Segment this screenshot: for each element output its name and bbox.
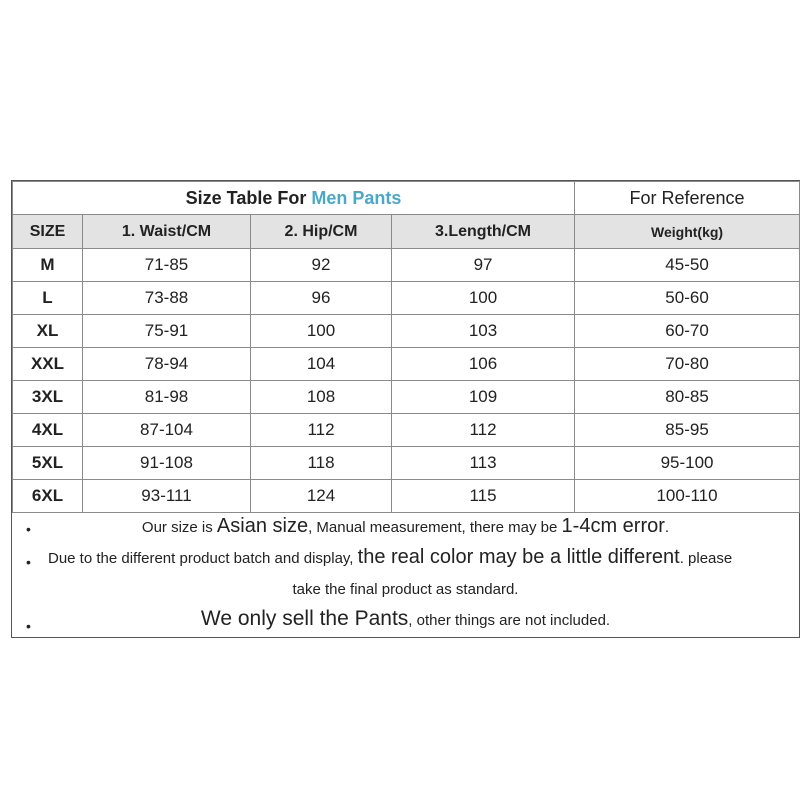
- cell-waist: 93-111: [83, 480, 251, 513]
- cell-hip: 92: [251, 249, 392, 282]
- size-chart: [11, 180, 800, 638]
- cell-length: 113: [392, 447, 575, 480]
- cell-hip: 124: [251, 480, 392, 513]
- cell-size: 3XL: [13, 381, 83, 414]
- cell-size: 5XL: [13, 447, 83, 480]
- cell-size: XXL: [13, 348, 83, 381]
- note-2-a: Due to the different product batch and display,: [48, 550, 358, 567]
- title-prefix: Size Table For: [185, 187, 312, 208]
- note-2-b: the real color may be a little different: [357, 546, 680, 568]
- note-1-c: , Manual measurement, there may be: [308, 519, 562, 536]
- table-row: [13, 381, 800, 414]
- cell-waist: 75-91: [83, 315, 251, 348]
- title-row: [13, 182, 800, 215]
- note-3-b: , other things are not included.: [408, 612, 611, 629]
- cell-waist: 73-88: [83, 282, 251, 315]
- note-2-c: . please: [679, 550, 733, 567]
- cell-length: 106: [392, 348, 575, 381]
- note-1-b: Asian size: [216, 515, 309, 537]
- cell-weight: 80-85: [575, 381, 800, 414]
- cell-weight: 60-70: [575, 315, 800, 348]
- cell-waist: 87-104: [83, 414, 251, 447]
- cell-hip: 100: [251, 315, 392, 348]
- header-weight: Weight(kg): [575, 215, 800, 249]
- reference-title: For Reference: [575, 182, 800, 215]
- table-row: [13, 480, 800, 513]
- bullet-1: •: [26, 521, 31, 537]
- note-3-a: We only sell the Pants: [200, 607, 409, 630]
- cell-size: 6XL: [13, 480, 83, 513]
- title-accent: Men Pants: [311, 187, 402, 208]
- header-hip: 2. Hip/CM: [251, 215, 392, 249]
- header-row: [13, 215, 800, 249]
- size-table: [12, 181, 800, 513]
- cell-size: 4XL: [13, 414, 83, 447]
- notes: [12, 513, 799, 637]
- cell-weight: 95-100: [575, 447, 800, 480]
- cell-weight: 50-60: [575, 282, 800, 315]
- cell-length: 97: [392, 249, 575, 282]
- note-2: [48, 546, 799, 569]
- cell-length: 112: [392, 414, 575, 447]
- cell-waist: 71-85: [83, 249, 251, 282]
- cell-length: 115: [392, 480, 575, 513]
- bullet-2: •: [26, 554, 31, 570]
- cell-hip: 108: [251, 381, 392, 414]
- table-row: [13, 282, 800, 315]
- table-row: [13, 315, 800, 348]
- cell-waist: 81-98: [83, 381, 251, 414]
- cell-waist: 91-108: [83, 447, 251, 480]
- table-title: [13, 182, 575, 215]
- note-1-a: Our size is: [141, 519, 217, 536]
- cell-hip: 104: [251, 348, 392, 381]
- table-row: [13, 249, 800, 282]
- header-size: SIZE: [13, 215, 83, 249]
- cell-length: 103: [392, 315, 575, 348]
- table-row: [13, 447, 800, 480]
- header-length: 3.Length/CM: [392, 215, 575, 249]
- note-3: [12, 607, 799, 631]
- cell-weight: 45-50: [575, 249, 800, 282]
- note-1: [12, 515, 799, 538]
- header-waist: 1. Waist/CM: [83, 215, 251, 249]
- cell-size: XL: [13, 315, 83, 348]
- cell-hip: 112: [251, 414, 392, 447]
- cell-weight: 70-80: [575, 348, 800, 381]
- table-row: [13, 348, 800, 381]
- note-1-d: 1-4cm error: [561, 515, 665, 537]
- cell-size: M: [13, 249, 83, 282]
- cell-size: L: [13, 282, 83, 315]
- cell-weight: 100-110: [575, 480, 800, 513]
- note-1-e: .: [664, 519, 670, 536]
- table-row: [13, 414, 800, 447]
- cell-hip: 96: [251, 282, 392, 315]
- cell-length: 109: [392, 381, 575, 414]
- note-2-line2: take the final product as standard.: [292, 581, 519, 598]
- bullet-3: •: [26, 618, 31, 634]
- cell-hip: 118: [251, 447, 392, 480]
- cell-waist: 78-94: [83, 348, 251, 381]
- cell-length: 100: [392, 282, 575, 315]
- cell-weight: 85-95: [575, 414, 800, 447]
